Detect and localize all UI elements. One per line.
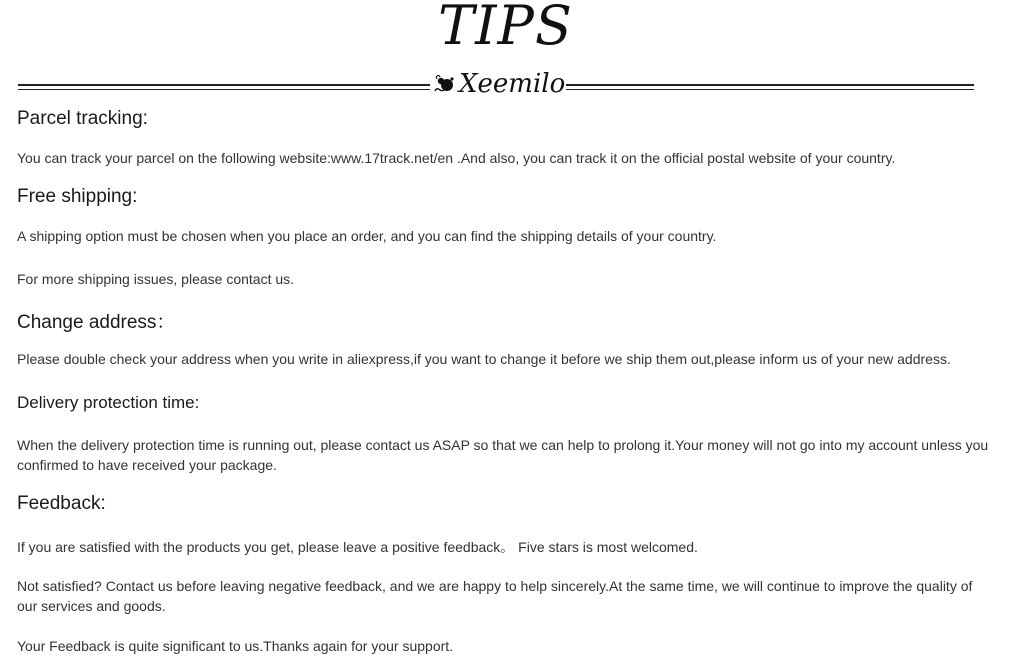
heading-delivery-protection: Delivery protection time:	[17, 393, 200, 412]
divider-line-left	[18, 84, 430, 86]
heading-change-address: Change address：	[17, 312, 176, 333]
divider-line-right	[566, 84, 974, 86]
heading-parcel-tracking: Parcel tracking:	[17, 108, 148, 129]
ornament-icon	[432, 71, 458, 97]
free-shipping-text: A shipping option must be chosen when you place an order, and you can find the shipping details of your country.	[17, 228, 717, 244]
page-title: TIPS	[438, 0, 573, 57]
heading-free-shipping: Free shipping:	[17, 186, 138, 207]
brand-logo	[432, 66, 566, 102]
brand-name: Xeemilo	[459, 69, 566, 99]
parcel-tracking-text: You can track your parcel on the following website:www.17track.net/en .And also, you can track it on the official postal website of your country.	[17, 150, 896, 166]
brand-divider	[18, 64, 974, 104]
change-address-text: Please double check your address when you write in aliexpress,if you want to change it before we ship them out,please inform us of your new address.	[17, 351, 951, 367]
shipping-contact-text: For more shipping issues, please contact us.	[17, 271, 295, 287]
feedback-negative-text: Not satisfied? Contact us before leaving negative feedback, and we are happy to help sincerely.At the same time, we will continue to improve the quality of our services and goods.	[17, 578, 973, 614]
feedback-thanks-text: Your Feedback is quite significant to us.Thanks again for your support.	[17, 638, 454, 654]
delivery-protection-text: When the delivery protection time is running out, please contact us ASAP so that we can help to prolong it.Your money will not go into my account unless you confirmed to have received your package.	[17, 437, 989, 473]
feedback-positive-text: If you are satisfied with the products you get, please leave a positive feedback。 Five stars is most welcomed.	[17, 539, 698, 555]
heading-feedback: Feedback:	[17, 493, 106, 514]
